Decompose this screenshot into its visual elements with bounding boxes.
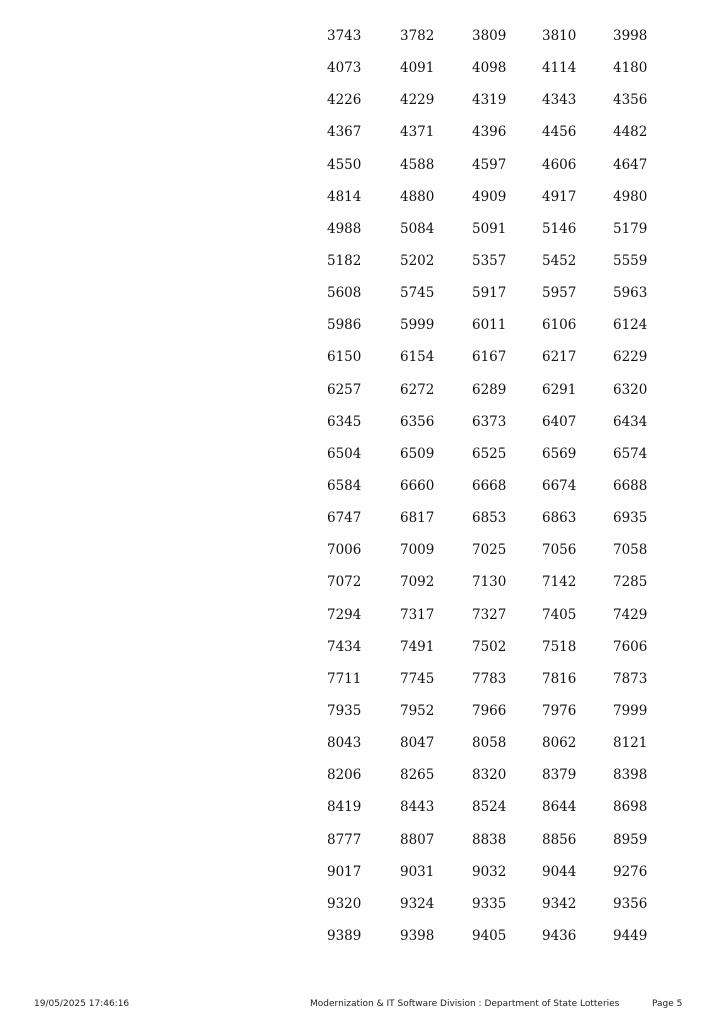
number-cell: 7491 (400, 638, 435, 655)
number-cell: 6674 (542, 477, 577, 494)
number-cell: 5999 (400, 317, 435, 334)
number-row (300, 57, 680, 89)
number-cell: 5091 (472, 220, 507, 237)
number-row (300, 861, 680, 893)
number-row (300, 154, 680, 186)
number-cell: 7816 (542, 670, 577, 687)
number-cell: 9356 (613, 895, 648, 912)
number-cell: 4073 (327, 60, 362, 77)
number-row (300, 411, 680, 443)
number-row (300, 636, 680, 668)
number-cell: 7072 (327, 574, 362, 591)
number-cell: 7006 (327, 542, 362, 559)
number-cell: 6356 (400, 413, 435, 430)
number-cell: 6817 (400, 510, 435, 527)
number-cell: 8644 (542, 799, 577, 816)
number-cell: 7783 (472, 670, 507, 687)
number-cell: 9389 (327, 927, 362, 944)
number-cell: 4180 (613, 60, 648, 77)
number-cell: 7935 (327, 702, 362, 719)
number-cell: 7294 (327, 606, 362, 623)
number-cell: 8838 (472, 831, 507, 848)
number-cell: 8206 (327, 767, 362, 784)
number-cell: 7285 (613, 574, 648, 591)
number-cell: 8807 (400, 831, 435, 848)
number-cell: 8398 (613, 767, 648, 784)
number-cell: 6574 (613, 445, 648, 462)
number-cell: 7606 (613, 638, 648, 655)
number-cell: 5084 (400, 220, 435, 237)
number-row (300, 604, 680, 636)
number-cell: 7092 (400, 574, 435, 591)
number-cell: 4098 (472, 60, 507, 77)
number-row (300, 379, 680, 411)
number-cell: 9320 (327, 895, 362, 912)
number-cell: 8419 (327, 799, 362, 816)
number-cell: 6660 (400, 477, 435, 494)
number-cell: 7745 (400, 670, 435, 687)
footer-page-number: Page 5 (652, 999, 683, 1009)
number-row (300, 314, 680, 346)
number-cell: 6584 (327, 477, 362, 494)
number-cell: 4114 (542, 60, 577, 77)
number-row (300, 475, 680, 507)
number-cell: 7429 (613, 606, 648, 623)
number-row (300, 893, 680, 925)
number-cell: 7976 (542, 702, 577, 719)
number-row (300, 121, 680, 153)
number-cell: 6525 (472, 445, 507, 462)
number-cell: 7999 (613, 702, 648, 719)
number-cell: 5957 (542, 285, 577, 302)
number-cell: 7502 (472, 638, 507, 655)
number-cell: 4319 (472, 92, 507, 109)
number-cell: 4647 (613, 156, 648, 173)
number-cell: 6935 (613, 510, 648, 527)
number-cell: 4550 (327, 156, 362, 173)
number-cell: 7434 (327, 638, 362, 655)
number-cell: 4917 (542, 188, 577, 205)
number-cell: 6229 (613, 349, 648, 366)
number-row (300, 443, 680, 475)
number-cell: 5608 (327, 285, 362, 302)
number-cell: 3998 (613, 28, 648, 44)
number-cell: 4482 (613, 124, 648, 141)
number-grid (300, 25, 680, 957)
number-cell: 6509 (400, 445, 435, 462)
number-cell: 4396 (472, 124, 507, 141)
number-cell: 5179 (613, 220, 648, 237)
number-cell: 4980 (613, 188, 648, 205)
number-cell: 6688 (613, 477, 648, 494)
number-cell: 9405 (472, 927, 507, 944)
number-cell: 7873 (613, 670, 648, 687)
number-cell: 5146 (542, 220, 577, 237)
number-row (300, 829, 680, 861)
number-cell: 4597 (472, 156, 507, 173)
number-cell: 4343 (542, 92, 577, 109)
number-cell: 6167 (472, 349, 507, 366)
number-cell: 5917 (472, 285, 507, 302)
number-cell: 7405 (542, 606, 577, 623)
number-row (300, 539, 680, 571)
number-cell: 9044 (542, 863, 577, 880)
number-cell: 8698 (613, 799, 648, 816)
number-cell: 6124 (613, 317, 648, 334)
footer-datetime: 19/05/2025 17:46:16 (34, 999, 130, 1009)
number-cell: 9436 (542, 927, 577, 944)
number-cell: 7058 (613, 542, 648, 559)
number-row (300, 732, 680, 764)
number-cell: 7952 (400, 702, 435, 719)
number-cell: 6747 (327, 510, 362, 527)
number-cell: 7317 (400, 606, 435, 623)
number-cell: 6106 (542, 317, 577, 334)
number-cell: 9032 (472, 863, 507, 880)
number-cell: 6373 (472, 413, 507, 430)
number-cell: 6345 (327, 413, 362, 430)
number-cell: 6434 (613, 413, 648, 430)
number-cell: 8856 (542, 831, 577, 848)
number-cell: 6569 (542, 445, 577, 462)
number-cell: 4588 (400, 156, 435, 173)
number-cell: 7025 (472, 542, 507, 559)
number-cell: 8959 (613, 831, 648, 848)
number-cell: 8443 (400, 799, 435, 816)
number-cell: 6150 (327, 349, 362, 366)
number-cell: 3743 (327, 28, 362, 44)
number-cell: 7327 (472, 606, 507, 623)
number-cell: 6154 (400, 349, 435, 366)
number-cell: 8777 (327, 831, 362, 848)
number-row (300, 764, 680, 796)
number-cell: 4226 (327, 92, 362, 109)
number-cell: 6272 (400, 381, 435, 398)
number-row (300, 25, 680, 57)
number-cell: 4367 (327, 124, 362, 141)
number-cell: 6291 (542, 381, 577, 398)
number-cell: 7056 (542, 542, 577, 559)
number-cell: 5202 (400, 252, 435, 269)
number-row (300, 89, 680, 121)
number-cell: 6320 (613, 381, 648, 398)
number-cell: 4371 (400, 124, 435, 141)
number-cell: 8320 (472, 767, 507, 784)
number-cell: 8062 (542, 735, 577, 752)
number-cell: 7009 (400, 542, 435, 559)
number-cell: 7130 (472, 574, 507, 591)
number-cell: 9031 (400, 863, 435, 880)
number-cell: 4880 (400, 188, 435, 205)
number-cell: 7518 (542, 638, 577, 655)
number-cell: 4456 (542, 124, 577, 141)
number-row (300, 571, 680, 603)
number-row (300, 668, 680, 700)
number-cell: 9324 (400, 895, 435, 912)
number-cell: 7142 (542, 574, 577, 591)
number-cell: 8524 (472, 799, 507, 816)
number-cell: 8047 (400, 735, 435, 752)
number-cell: 6011 (472, 317, 507, 334)
number-cell: 4606 (542, 156, 577, 173)
number-cell: 5452 (542, 252, 577, 269)
number-cell: 9276 (613, 863, 648, 880)
number-cell: 3810 (542, 28, 577, 44)
number-row (300, 700, 680, 732)
footer-division: Modernization & IT Software Division : Department of State Lotteries (310, 999, 620, 1009)
number-cell: 6217 (542, 349, 577, 366)
number-cell: 5182 (327, 252, 362, 269)
number-row (300, 218, 680, 250)
number-cell: 4229 (400, 92, 435, 109)
number-cell: 5963 (613, 285, 648, 302)
number-cell: 5986 (327, 317, 362, 334)
number-row (300, 282, 680, 314)
number-cell: 9398 (400, 927, 435, 944)
number-row (300, 250, 680, 282)
number-cell: 5357 (472, 252, 507, 269)
number-cell: 4091 (400, 60, 435, 77)
number-cell: 9342 (542, 895, 577, 912)
number-row (300, 796, 680, 828)
number-cell: 5745 (400, 285, 435, 302)
number-cell: 9017 (327, 863, 362, 880)
number-cell: 8058 (472, 735, 507, 752)
number-cell: 6863 (542, 510, 577, 527)
number-cell: 6668 (472, 477, 507, 494)
number-row (300, 186, 680, 218)
number-cell: 8043 (327, 735, 362, 752)
number-cell: 6257 (327, 381, 362, 398)
number-cell: 7711 (327, 670, 362, 687)
number-cell: 8265 (400, 767, 435, 784)
number-row (300, 925, 680, 957)
number-cell: 6407 (542, 413, 577, 430)
number-cell: 7966 (472, 702, 507, 719)
number-cell: 4356 (613, 92, 648, 109)
number-cell: 8379 (542, 767, 577, 784)
number-cell: 6853 (472, 510, 507, 527)
number-cell: 4988 (327, 220, 362, 237)
number-cell: 3782 (400, 28, 435, 44)
number-cell: 3809 (472, 28, 507, 44)
number-cell: 6289 (472, 381, 507, 398)
number-cell: 6504 (327, 445, 362, 462)
number-row (300, 507, 680, 539)
number-cell: 9449 (613, 927, 648, 944)
number-cell: 4909 (472, 188, 507, 205)
number-cell: 9335 (472, 895, 507, 912)
number-row (300, 346, 680, 378)
number-cell: 4814 (327, 188, 362, 205)
number-cell: 8121 (613, 735, 648, 752)
number-cell: 5559 (613, 252, 648, 269)
